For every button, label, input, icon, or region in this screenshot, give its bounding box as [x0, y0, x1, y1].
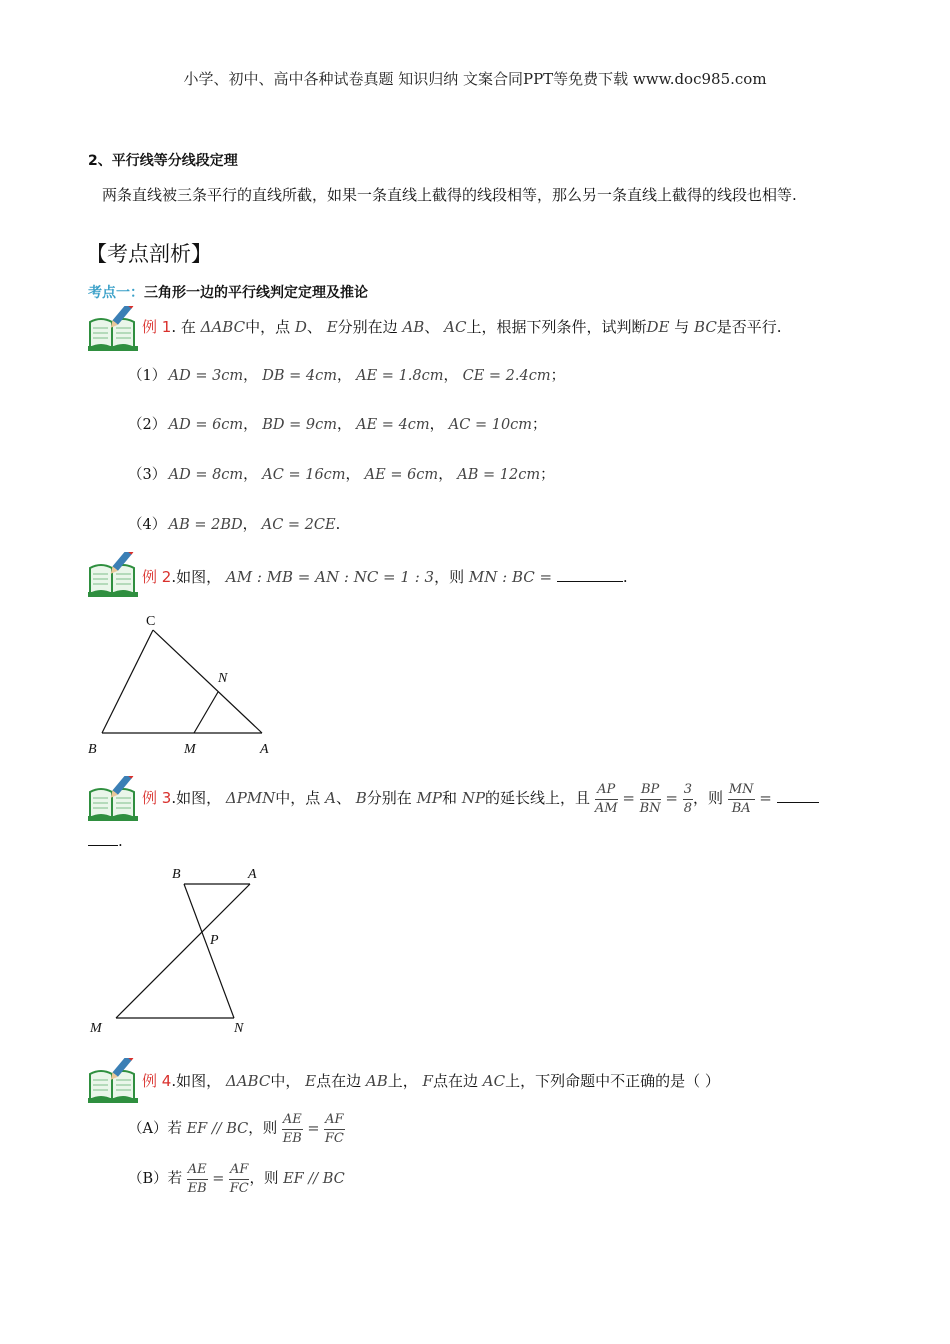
example-1-label: 例 1 — [142, 318, 172, 336]
math-point: E — [326, 318, 338, 336]
text: .如图， — [171, 1072, 222, 1090]
math-point: B — [355, 789, 367, 807]
text: ； — [540, 467, 555, 483]
fraction — [683, 781, 693, 818]
equals: = — [759, 789, 772, 807]
math-segment: AC — [444, 318, 467, 336]
math-expr: AE = 4cm — [356, 417, 430, 433]
math-triangle: ΔABC — [225, 1072, 271, 1090]
text: 中，点 — [275, 789, 321, 807]
math-expr: MN : BC = — [468, 568, 553, 586]
example-1-question — [142, 316, 782, 337]
example-2-question — [142, 566, 628, 587]
text: ， — [243, 467, 258, 483]
answer-blank — [777, 802, 819, 803]
book-pencil-icon — [86, 306, 140, 352]
keypoint-text: 三角形一边的平行线判定定理及推论 — [144, 285, 368, 301]
vertex-label: N — [218, 671, 228, 686]
keypoint-label: 考点一： — [88, 285, 144, 301]
text: 分别在 — [366, 789, 412, 807]
math-expr: AE = 1.8cm — [356, 368, 444, 384]
math-segment: AB — [402, 318, 425, 336]
keypoint-heading — [88, 282, 368, 302]
math-expr: AB = 12cm — [457, 467, 541, 483]
denominator: BA — [731, 800, 751, 816]
numerator: AE — [282, 1111, 303, 1130]
denominator: 8 — [683, 800, 693, 816]
example-1-item — [128, 513, 340, 534]
item-number: （3） — [128, 467, 167, 483]
math-point: A — [325, 789, 336, 807]
example-3-blank-continued — [88, 832, 123, 850]
numerator: AP — [595, 781, 618, 800]
vertex-label: N — [234, 1021, 244, 1036]
vertex-label: C — [146, 614, 156, 629]
figure-ex2 — [80, 608, 290, 760]
equals: = — [622, 789, 635, 807]
answer-blank — [88, 845, 118, 846]
text: ， — [438, 467, 453, 483]
figure-ex3 — [80, 860, 270, 1040]
text: . — [622, 568, 628, 586]
denominator: EB — [282, 1130, 302, 1146]
text: 的延长线上，且 — [485, 789, 591, 807]
fraction — [595, 781, 618, 818]
math-triangle: ΔPMN — [225, 789, 276, 807]
text: 是否平行. — [716, 318, 782, 336]
vertex-label: M — [90, 1021, 102, 1036]
math-segment: AC — [482, 1072, 506, 1090]
option-label: （B） — [128, 1171, 168, 1187]
numerator: 3 — [683, 781, 693, 800]
vertex-label: M — [184, 742, 196, 757]
fraction — [187, 1161, 208, 1198]
math-segment: MP — [416, 789, 443, 807]
text: 点在边 — [432, 1072, 478, 1090]
text: 、 — [335, 789, 351, 807]
math-point: D — [294, 318, 307, 336]
text: 中， — [270, 1072, 301, 1090]
answer-blank — [557, 581, 623, 582]
numerator: AE — [187, 1161, 208, 1180]
fraction — [324, 1111, 344, 1148]
text: 点在边 — [316, 1072, 362, 1090]
book-pencil-icon — [86, 552, 140, 598]
numerator: BP — [640, 781, 661, 800]
text: 上， — [387, 1072, 418, 1090]
text: 分别在边 — [337, 318, 398, 336]
math-expr: DB = 4cm — [262, 368, 338, 384]
book-pencil-icon — [86, 1058, 140, 1104]
text: ， — [243, 417, 258, 433]
text: . — [118, 832, 123, 850]
text: ， — [345, 467, 361, 483]
text: ； — [532, 417, 547, 433]
denominator: AM — [594, 800, 618, 816]
math-segment: DE — [646, 318, 670, 336]
example-3-question — [142, 776, 819, 820]
denominator: EB — [187, 1180, 207, 1196]
text: ； — [550, 368, 566, 384]
text: 上，下列命题中不正确的是（ ） — [505, 1072, 720, 1090]
text: 上，根据下列条件，试判断 — [466, 318, 647, 336]
math-expr: AC = 2CE — [261, 517, 336, 533]
math-expr: AE = 6cm — [364, 467, 439, 483]
text: ， — [337, 417, 352, 433]
math-expr: AD = 8cm — [168, 467, 244, 483]
math-segment: AB — [365, 1072, 388, 1090]
math-expr: CE = 2.4cm — [462, 368, 551, 384]
text: .如图， — [171, 568, 222, 586]
math-expr: EF // BC — [283, 1171, 345, 1187]
math-point: E — [305, 1072, 317, 1090]
theorem-text: 两条直线被三条平行的直线所截，如果一条直线上截得的线段相等，那么另一条直线上截得的线段也相等. — [102, 186, 797, 204]
fraction — [229, 1161, 249, 1198]
vertex-label: A — [260, 742, 269, 757]
example-3-label: 例 3 — [142, 789, 172, 807]
denominator: BN — [639, 800, 661, 816]
math-expr: AM : MB = AN : NC = 1 : 3 — [225, 568, 435, 586]
text: ， — [429, 417, 445, 433]
numerator: MN — [728, 781, 755, 800]
text: ，则 — [248, 1121, 278, 1137]
denominator: FC — [324, 1130, 344, 1146]
math-expr: AD = 6cm — [168, 417, 244, 433]
item-number: （1） — [128, 368, 167, 384]
analysis-title: 【考点剖析】 — [86, 242, 212, 266]
fraction — [728, 781, 755, 818]
denominator: FC — [229, 1180, 249, 1196]
math-triangle: ΔABC — [200, 318, 246, 336]
equals: = — [212, 1171, 225, 1187]
example-1-item — [128, 364, 565, 385]
example-4-question — [142, 1070, 720, 1091]
text: ， — [243, 368, 258, 384]
equals: = — [665, 789, 678, 807]
vertex-label: B — [88, 742, 97, 757]
item-number: （4） — [128, 517, 167, 533]
math-point: F — [422, 1072, 433, 1090]
page-header: 小学、初中、高中各种试卷真题 知识归纳 文案合同PPT等免费下载 www.doc985.com — [183, 70, 767, 88]
text: 与 — [674, 318, 690, 336]
fraction — [282, 1111, 303, 1148]
vertex-label: B — [172, 867, 181, 882]
text: ，则 — [693, 789, 724, 807]
text: 中，点 — [245, 318, 291, 336]
example-1-item — [128, 463, 555, 484]
text: . 在 — [171, 318, 196, 336]
math-expr: AC = 16cm — [262, 467, 346, 483]
vertex-label: A — [248, 867, 257, 882]
example-1-item — [128, 413, 547, 434]
numerator: AF — [324, 1111, 344, 1130]
text: ，则 — [434, 568, 465, 586]
example-2-label: 例 2 — [142, 568, 172, 586]
book-pencil-icon — [86, 776, 140, 822]
text: 若 — [167, 1171, 183, 1187]
math-expr: AC = 10cm — [448, 417, 533, 433]
option-a — [128, 1108, 345, 1150]
fraction — [640, 781, 661, 818]
numerator: AF — [229, 1161, 249, 1180]
math-expr: BD = 9cm — [262, 417, 338, 433]
math-expr: AB = 2BD — [168, 517, 243, 533]
example-4-label: 例 4 — [142, 1072, 172, 1090]
text: .如图， — [171, 789, 222, 807]
math-expr: EF // BC — [186, 1121, 249, 1137]
text: 、 — [306, 318, 322, 336]
text: ， — [443, 368, 458, 384]
text: 、 — [424, 318, 440, 336]
equals: = — [307, 1121, 320, 1137]
text: ，则 — [249, 1171, 279, 1187]
option-b — [128, 1158, 345, 1200]
item-number: （2） — [128, 417, 167, 433]
text: 若 — [167, 1121, 182, 1137]
text: ， — [242, 517, 258, 533]
section-title: 2、平行线等分线段定理 — [88, 153, 238, 169]
text: ， — [337, 368, 352, 384]
math-segment: NP — [461, 789, 486, 807]
option-label: （A） — [128, 1121, 168, 1137]
math-expr: AD = 3cm — [168, 368, 244, 384]
text: 和 — [442, 789, 458, 807]
text: . — [335, 517, 341, 533]
math-segment: BC — [694, 318, 717, 336]
vertex-label: P — [210, 933, 219, 948]
